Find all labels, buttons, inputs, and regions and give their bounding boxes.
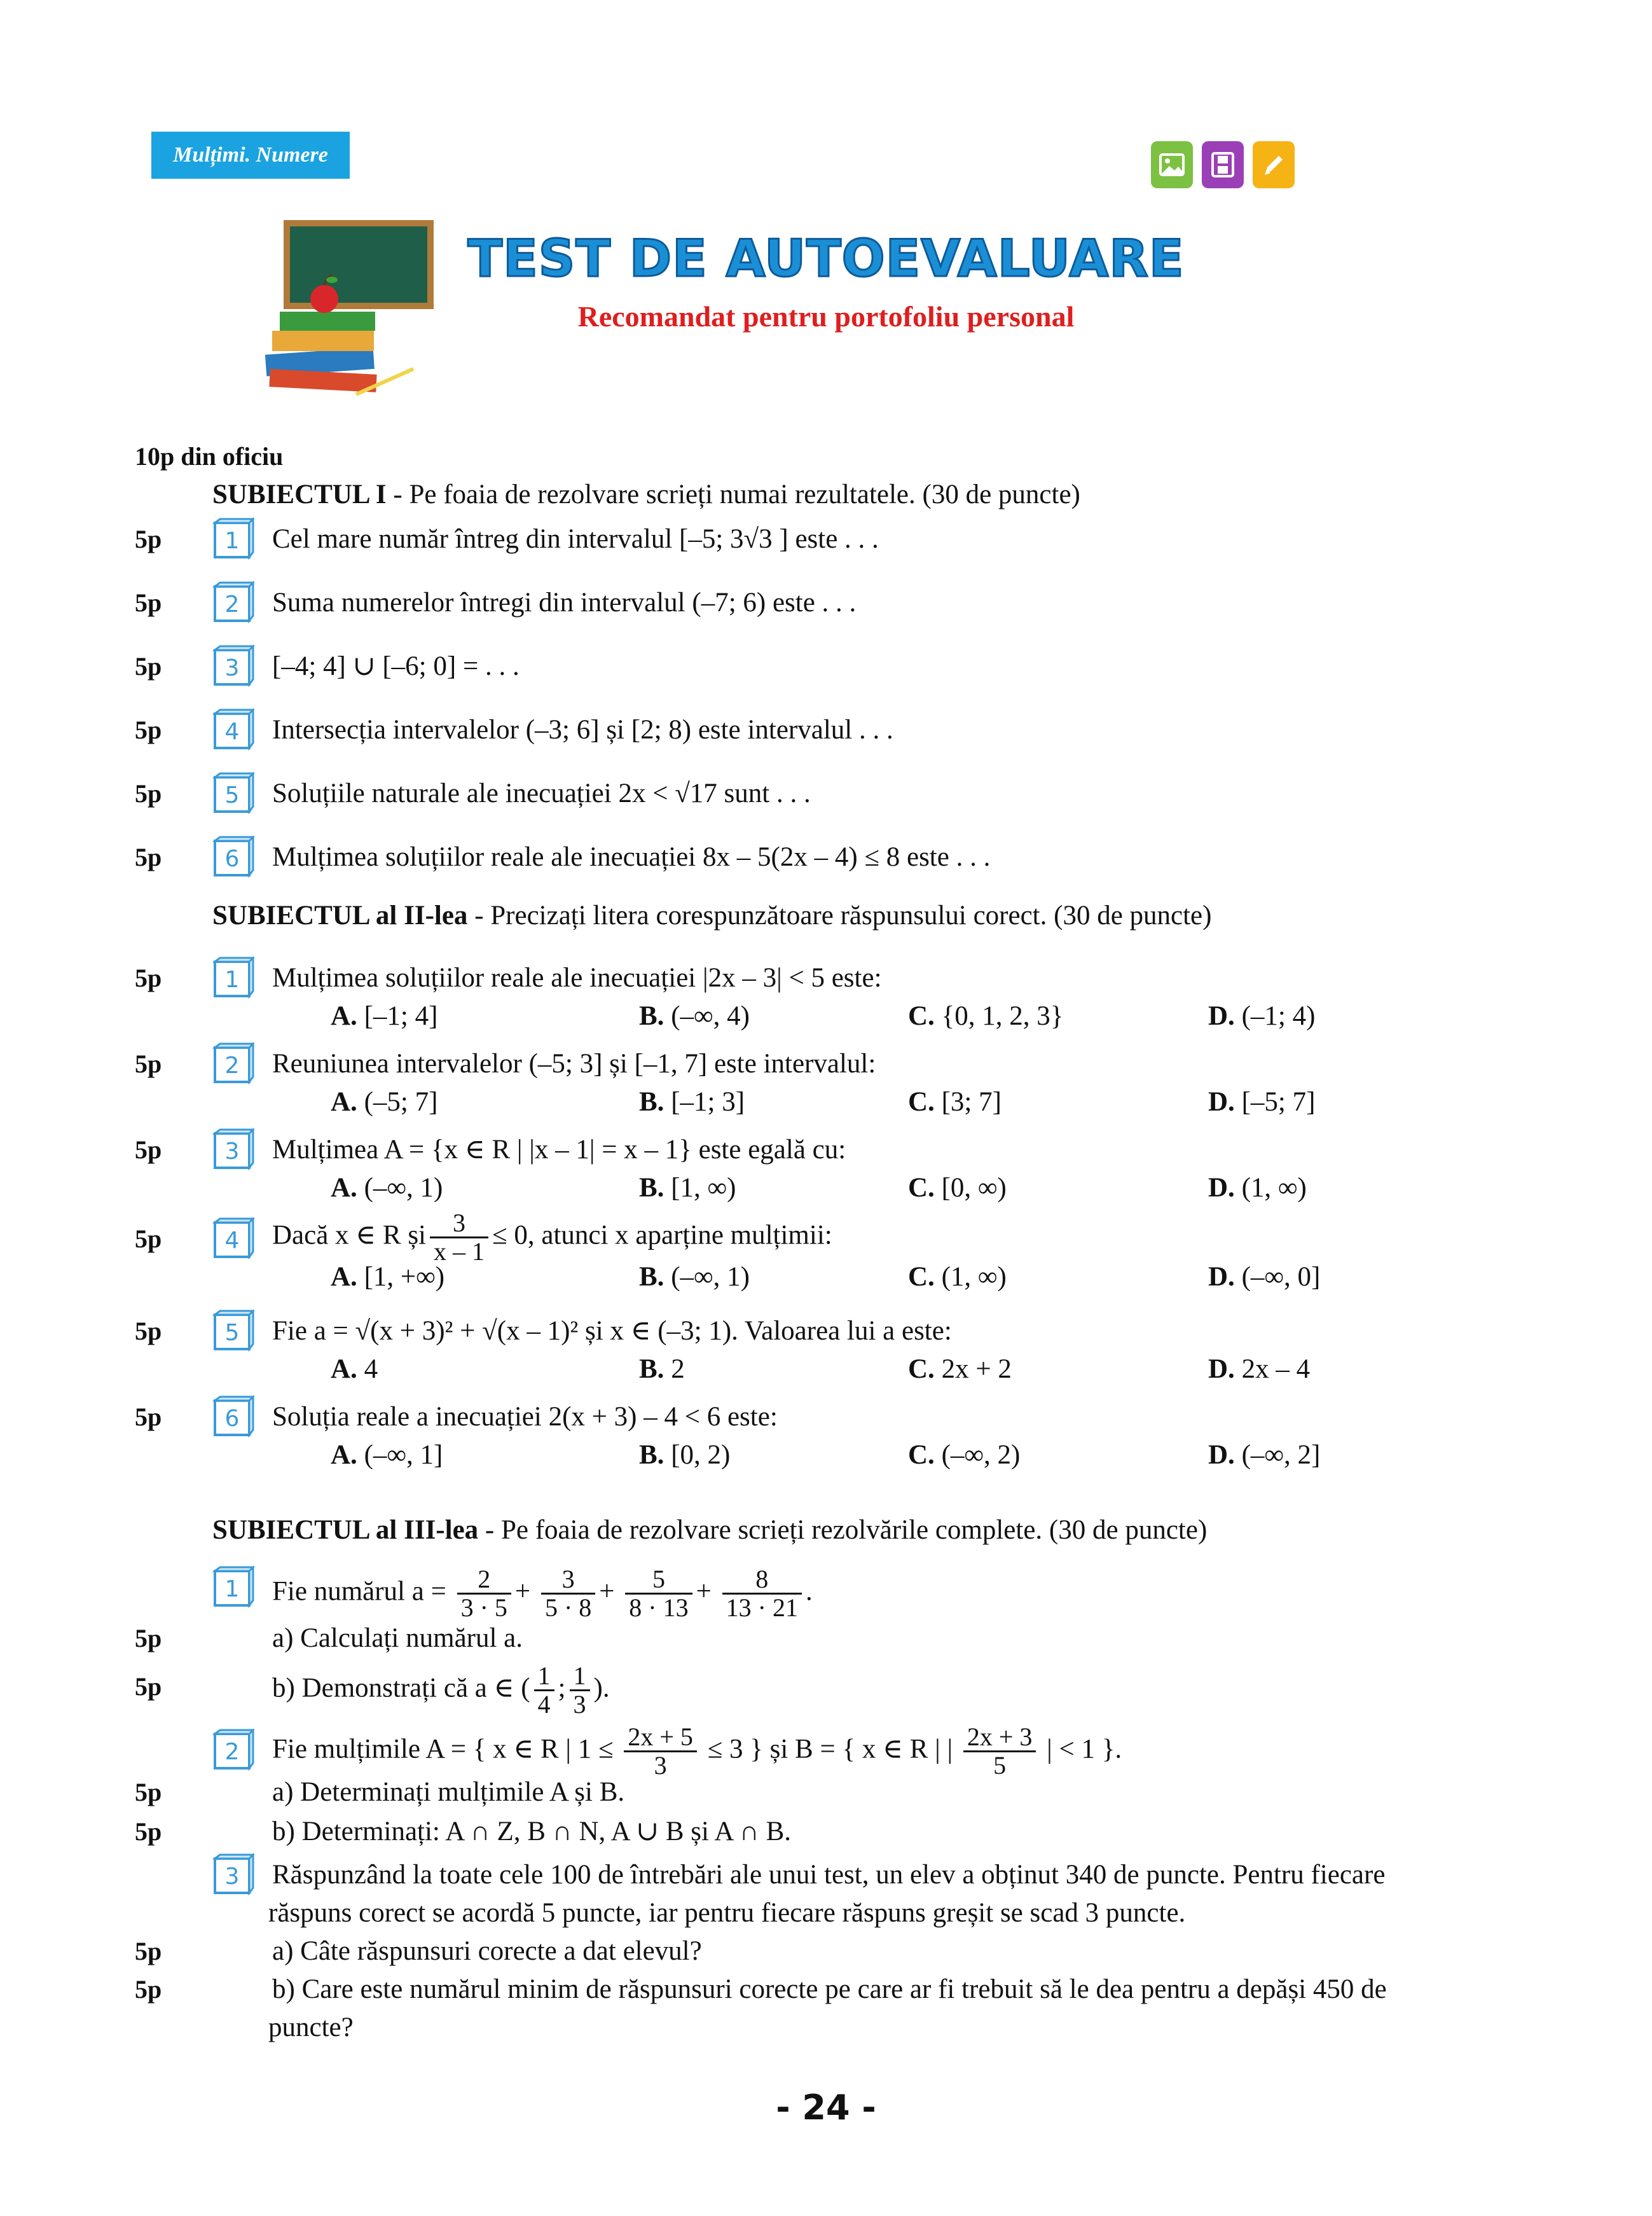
fraction: $\frac{2}{3 \cdot 5}$	[457, 1566, 511, 1621]
toolbar-icons	[1151, 141, 1295, 188]
question-text: [–4; 4] ∪ [–6; 0] = . . .	[272, 651, 520, 681]
points-label: 5p	[135, 652, 162, 681]
answer-option[interactable]: C. (1, ∞)	[908, 1262, 1007, 1292]
answer-option[interactable]: C. {0, 1, 2, 3}	[908, 1001, 1064, 1031]
answer-option[interactable]: B. [0, 2)	[639, 1440, 731, 1470]
svg-text:1: 1	[224, 967, 240, 993]
answer-option[interactable]: C. [3; 7]	[908, 1087, 1002, 1117]
question-text: Mulțimea soluțiilor reale ale inecuației 8x – 5(2x – 4) ≤ 8 este . . .	[272, 842, 991, 872]
svg-text:3: 3	[224, 655, 240, 681]
fraction: $\frac{5}{8 \cdot 13}$	[625, 1566, 692, 1621]
subiect1-instruction: - Pe foaia de rezolvare scrieți numai rezultatele. (30 de puncte)	[386, 480, 1080, 509]
answer-option[interactable]: A. 4	[331, 1354, 378, 1384]
number-badge-icon	[212, 1853, 254, 1895]
answer-option[interactable]: B. 2	[639, 1354, 685, 1384]
answer-option[interactable]: B. (–∞, 1)	[639, 1262, 750, 1292]
svg-text:1: 1	[224, 528, 240, 554]
points-label: 5p	[135, 1402, 162, 1431]
subiect2-instruction: - Precizați litera corespunzătoare răspunsului corect. (30 de puncte)	[467, 901, 1212, 931]
svg-text:3: 3	[224, 1139, 240, 1165]
question-text: Mulțimea A = {x ∈ R | |x – 1| = x – 1} este egală cu:	[272, 1135, 846, 1165]
answer-option[interactable]: C. 2x + 2	[908, 1354, 1012, 1384]
points-label: 5p	[135, 843, 162, 871]
number-badge-icon	[212, 1729, 254, 1771]
p1-intro: Fie numărul a =	[272, 1576, 446, 1607]
points-label: 5p	[135, 588, 162, 617]
number-badge-icon	[212, 1042, 254, 1084]
fraction: $\frac{3}{5 \cdot 8}$	[541, 1566, 595, 1621]
svg-text:6: 6	[224, 846, 240, 872]
svg-text:2: 2	[224, 1053, 240, 1079]
page-subtitle: Recomandat pentru portofoliu personal	[577, 300, 1075, 333]
pencil-icon[interactable]	[1253, 141, 1295, 188]
number-badge-icon	[212, 1217, 254, 1259]
points-label: 5p	[135, 1049, 162, 1078]
answer-option[interactable]: B. [–1; 3]	[639, 1087, 745, 1117]
number-badge-icon	[212, 709, 254, 751]
number-badge-icon	[212, 518, 254, 560]
svg-text:2: 2	[224, 592, 240, 618]
question-text: Intersecția intervalelor (–3; 6] și [2; 8) este intervalul . . .	[272, 715, 893, 745]
page-title: TEST DE AUTOEVALUARE	[467, 229, 1185, 288]
number-badge-icon	[212, 1128, 254, 1170]
question-text: Mulțimea soluțiilor reale ale inecuației |2x – 3| < 5 este:	[272, 963, 882, 993]
page-number: - 24 -	[776, 2088, 876, 2128]
svg-text:5: 5	[224, 1320, 240, 1346]
number-badge-icon	[212, 1566, 254, 1608]
points-label: 5p	[135, 1135, 162, 1164]
svg-text:1: 1	[224, 1576, 240, 1602]
image-icon[interactable]	[1151, 141, 1193, 188]
number-badge-icon	[212, 957, 254, 999]
points-label: 5p	[135, 964, 162, 992]
fraction: $\frac{8}{13 \cdot 21}$	[722, 1566, 802, 1621]
answer-option[interactable]: A. (–∞, 1]	[331, 1440, 443, 1470]
question-text: Suma numerelor întregi din intervalul (–7; 6) este . . .	[272, 588, 857, 618]
number-badge-icon	[212, 581, 254, 623]
points-label: 5p	[135, 525, 162, 553]
number-badge-icon	[212, 836, 254, 878]
answer-option[interactable]: C. [0, ∞)	[908, 1173, 1007, 1203]
points-label: 5p	[135, 1224, 162, 1253]
points-label: 5p	[135, 779, 162, 808]
number-badge-icon	[212, 645, 254, 687]
chapter-tag: Mulțimi. Numere	[151, 132, 350, 179]
svg-text:6: 6	[224, 1406, 240, 1432]
answer-option[interactable]: D. (1, ∞)	[1208, 1173, 1307, 1203]
answer-option[interactable]: D. (–1; 4)	[1208, 1001, 1316, 1031]
svg-text:4: 4	[224, 1228, 240, 1254]
question-text: Fie a = √(x + 3)² + √(x – 1)² și x ∈ (–3; 1). Valoarea lui a este:	[272, 1316, 952, 1346]
svg-text:5: 5	[224, 782, 240, 808]
svg-text:3: 3	[224, 1864, 240, 1890]
number-badge-icon	[212, 772, 254, 814]
oficiu-label: 10p din oficiu	[135, 442, 284, 471]
points-label: 5p	[135, 1317, 162, 1345]
question-text: Dacă x ∈ R și $\frac{3}{x - 1}$ ≤ 0, atunci x aparține mulțimii:	[272, 1208, 832, 1266]
answer-option[interactable]: D. 2x – 4	[1208, 1354, 1311, 1384]
points-label: 5p	[135, 716, 162, 744]
film-icon[interactable]	[1202, 141, 1244, 188]
question-text: Cel mare număr întreg din intervalul [–5; 3√3 ] este . . .	[272, 524, 879, 554]
svg-text:2: 2	[224, 1739, 240, 1765]
answer-option[interactable]: B. (–∞, 4)	[639, 1001, 750, 1031]
number-badge-icon	[212, 1310, 254, 1352]
subiect2-title: SUBIECTUL al II-lea	[212, 901, 468, 931]
answer-option[interactable]: A. (–5; 7]	[331, 1087, 438, 1117]
question-text: Soluțiile naturale ale inecuației 2x < √17 sunt . . .	[272, 779, 811, 808]
question-text: Reuniunea intervalelor (–5; 3] și [–1, 7] este intervalul:	[272, 1049, 876, 1079]
answer-option[interactable]: D. (–∞, 2]	[1208, 1440, 1321, 1470]
answer-option[interactable]: A. [–1; 4]	[331, 1001, 438, 1031]
answer-option[interactable]: D. (–∞, 0]	[1208, 1262, 1321, 1292]
subiect3-instruction: - Pe foaia de rezolvare scrieți rezolvările complete. (30 de puncte)	[478, 1515, 1208, 1545]
subiect1-title: SUBIECTUL I	[212, 480, 387, 509]
answer-option[interactable]: A. (–∞, 1)	[331, 1173, 443, 1203]
answer-option[interactable]: C. (–∞, 2)	[908, 1440, 1021, 1470]
svg-text:4: 4	[224, 719, 240, 745]
answer-option[interactable]: A. [1, +∞)	[331, 1262, 445, 1292]
number-badge-icon	[212, 1395, 254, 1437]
subiect3-title: SUBIECTUL al III-lea	[212, 1515, 479, 1545]
answer-option[interactable]: D. [–5; 7]	[1208, 1087, 1316, 1117]
question-text: Soluția reale a inecuației 2(x + 3) – 4 < 6 este:	[272, 1402, 778, 1432]
answer-option[interactable]: B. [1, ∞)	[639, 1173, 736, 1203]
title-block	[0, 229, 1652, 333]
